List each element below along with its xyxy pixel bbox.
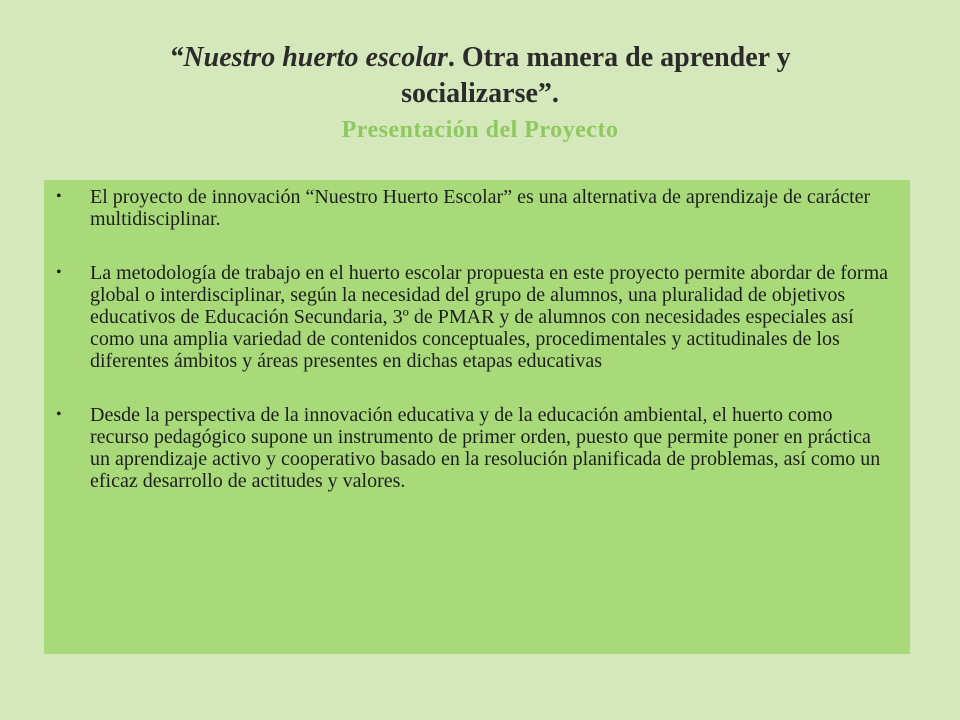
bullet-text-2: La metodología de trabajo en el huerto escolar propuesta en este proyecto permite abordar de forma global o interdisciplinar, según la necesidad del grupo de alumnos, una pluralidad de objetivos educativos de Educación Secundaria, 3º de PMAR y de alumnos con necesidades especiales así como una amplia variedad de contenidos conceptuales, procedimentales y actitudinales de los diferentes ámbitos y áreas presentes en dichas etapas educativas [90, 262, 888, 372]
content-box [44, 180, 910, 654]
bullet-list [56, 186, 890, 492]
title-italic-part: “Nuestro huerto escolar [169, 42, 448, 73]
slide-title [60, 40, 900, 148]
bullet-mark: • [56, 264, 62, 281]
bullet-mark: • [56, 406, 62, 423]
bullet-mark: • [56, 188, 62, 205]
slide-subtitle: Presentación del Proyecto [341, 117, 619, 143]
bullet-text-1: El proyecto de innovación “Nuestro Huerto Escolar” es una alternativa de aprendizaje de carácter multidisciplinar. [90, 186, 871, 230]
bullet-item [56, 186, 890, 230]
title-line-1 [60, 40, 900, 76]
bullet-item [56, 404, 890, 492]
bullet-item [56, 262, 890, 372]
title-line-2: socializarse”. [401, 78, 559, 109]
bullet-text-3: Desde la perspectiva de la innovación educativa y de la educación ambiental, el huerto como recurso pedagógico supone un instrumento de primer orden, puesto que permite poner en práctica un aprendizaje activo y cooperativo basado en la resolución planificada de problemas, así como un eficaz desarrollo de actitudes y valores. [90, 404, 881, 492]
title-rest-part: . Otra manera de aprender y [447, 42, 791, 73]
